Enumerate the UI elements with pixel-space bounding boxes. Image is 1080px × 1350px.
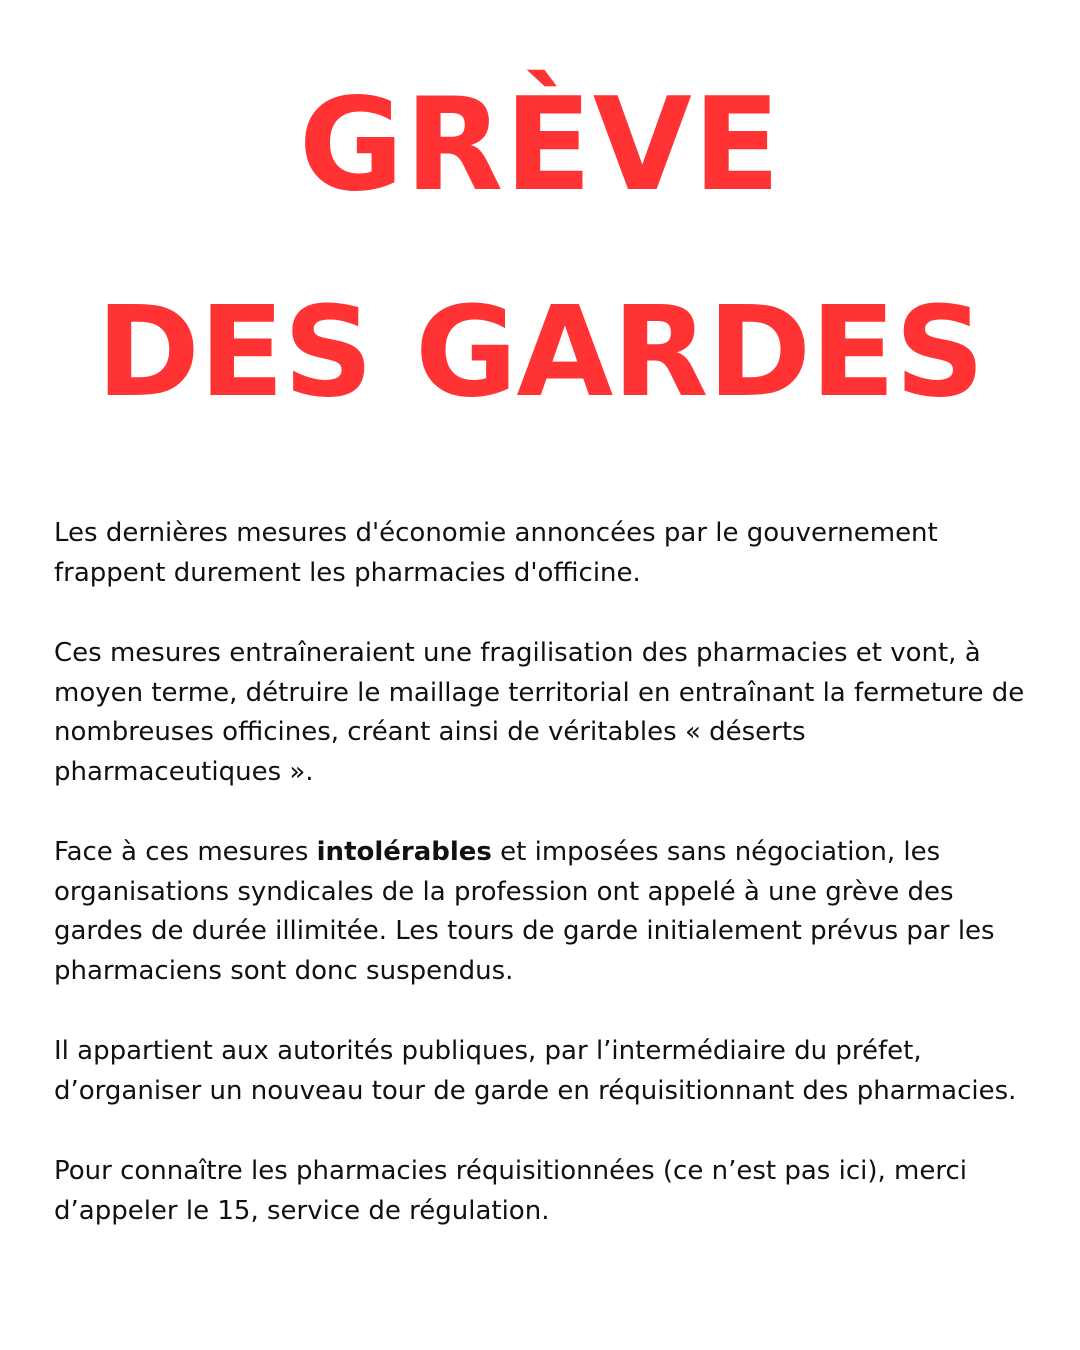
paragraph-economy-measures: Les dernières mesures d'économie annoncées par le gouvernement frappent durement les pharmacies d'officine. (54, 518, 938, 588)
paragraph-strike-call-rest: et imposées sans négociation, les organisations syndicales de la profession ont appelé à une grève des gardes de durée illimitée. Les tours de garde initialement prévus par les pharmaciens sont donc suspendus. (54, 837, 995, 986)
headline-line-2: DES GARDES (96, 280, 984, 425)
paragraph-pharmacy-deserts: Ces mesures entraîneraient une fragilisation des pharmacies et vont, à moyen terme, détruire le maillage territorial en entraînant la fermeture de nombreuses officines, créant ainsi de véritables « déserts pharmaceutiques ». (54, 638, 1025, 787)
notice-body (54, 514, 1029, 1231)
emphasis-intolerable: intolérables (316, 837, 492, 867)
paragraph-strike-call (54, 833, 1029, 991)
paragraph-call-15: Pour connaître les pharmacies réquisitionnées (ce n’est pas ici), merci d’appeler le 15, service de régulation. (54, 1156, 967, 1226)
headline-line-1: GRÈVE (298, 71, 782, 220)
paragraph-strike-call-intro: Face à ces mesures (54, 837, 317, 867)
paragraph-prefect-requisition: Il appartient aux autorités publiques, par l’intermédiaire du préfet, d’organiser un nouveau tour de garde en réquisitionnant des pharmacies. (54, 1036, 1017, 1106)
